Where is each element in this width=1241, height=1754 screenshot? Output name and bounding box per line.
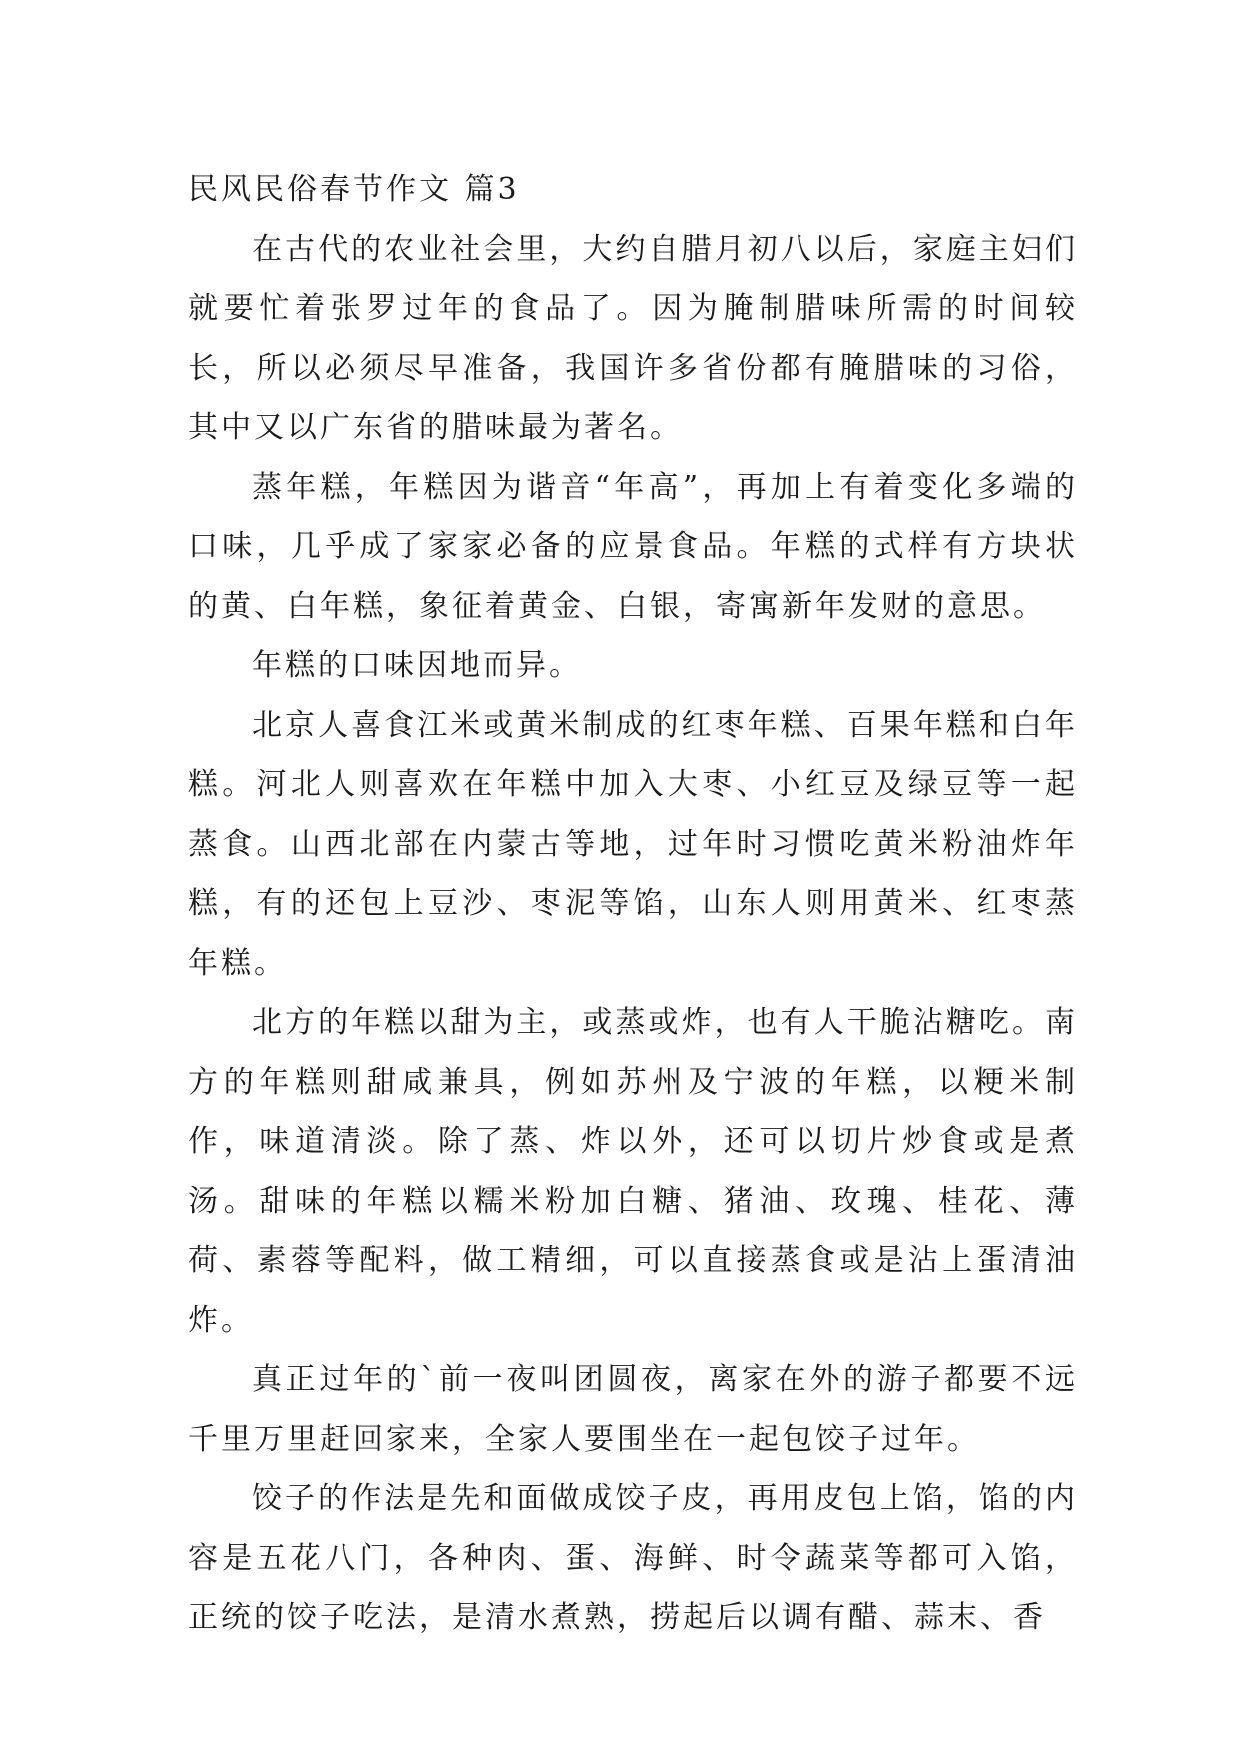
paragraph: 饺子的作法是先和面做成饺子皮，再用皮包上馅，馅的内容是五花八门，各种肉、蛋、海鲜、时令蔬菜等都可入馅，正统的饺子吃法，是清水煮熟，捞起后以调有醋、蒜末、香: [188, 1481, 1078, 1635]
paragraph: 北京人喜食江米或黄米制成的红枣年糕、百果年糕和白年糕。河北人则喜欢在年糕中加入大枣、小红豆及绿豆等一起蒸食。山西北部在内蒙古等地，过年时习惯吃黄米粉油炸年糕，有的还包上豆沙、枣泥等馅，山东人则用黄米、红枣蒸年糕。: [188, 707, 1078, 981]
paragraph: 蒸年糕，年糕因为谐音“年高”，再加上有着变化多端的口味，几乎成了家家必备的应景食品。年糕的式样有方块状的黄、白年糕，象征着黄金、白银，寄寓新年发财的意思。: [188, 469, 1078, 624]
paragraph: 在古代的农业社会里，大约自腊月初八以后，家庭主妇们就要忙着张罗过年的食品了。因为腌制腊味所需的时间较长，所以必须尽早准备，我国许多省份都有腌腊味的习俗，其中又以广东省的腊味最为著名。: [188, 231, 1078, 445]
paragraph: 年糕的口味因地而异。: [252, 648, 582, 683]
paragraph: 真正过年的`前一夜叫团圆夜，离家在外的游子都要不远千里万里赶回家来，全家人要围坐在一起包饺子过年。: [188, 1362, 1078, 1457]
article-body: [188, 160, 1078, 1648]
article-title: 民风民俗春节作文 篇3: [188, 172, 520, 207]
paragraph: 北方的年糕以甜为主，或蒸或炸，也有人干脆沾糖吃。南方的年糕则甜咸兼具，例如苏州及宁波的年糕，以粳米制作，味道清淡。除了蒸、炸以外，还可以切片炒食或是煮汤。甜味的年糕以糯米粉加白糖、猪油、玫瑰、桂花、薄荷、素蓉等配料，做工精细，可以直接蒸食或是沾上蛋清油炸。: [188, 1005, 1078, 1338]
